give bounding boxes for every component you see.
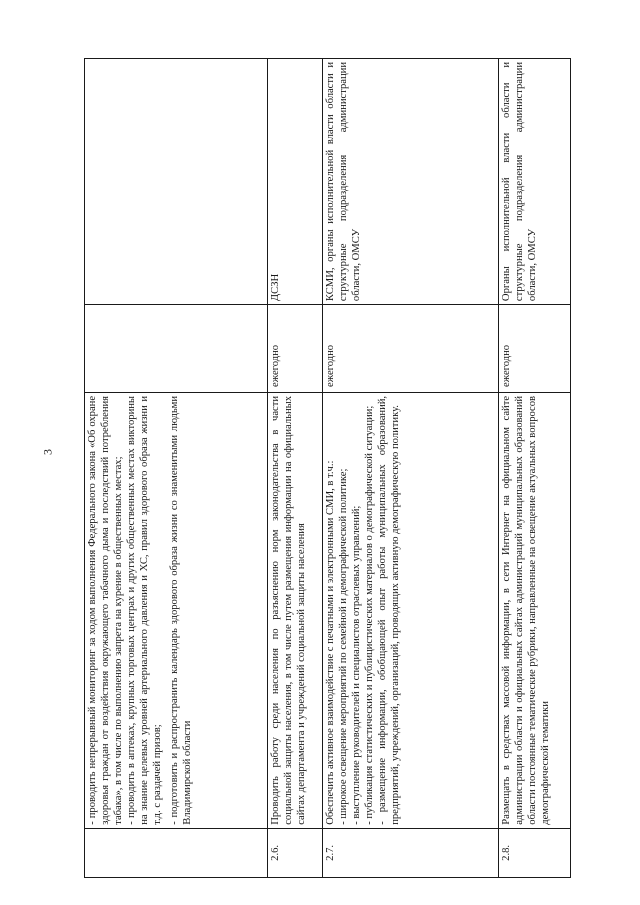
row-number	[85, 828, 268, 877]
measure-line: - публикация статистических и публицистических материалов о демографической ситуации;	[364, 405, 375, 825]
table-row	[323, 59, 499, 878]
deadline-cell	[85, 305, 268, 393]
rotated-page-content	[84, 58, 550, 878]
deadline-cell: ежегодно	[499, 305, 571, 393]
table-row	[268, 59, 323, 878]
measure-line: Проводить работу среди населения по разъяснению норм законодательства в части социальной защиты населения, в том числе путем размещения информации на официальных сайтах департамента и учреждений социальной защиты населения	[270, 395, 307, 825]
responsible-cell: КСМИ, органы исполнительной власти области и структурные подразделения администрации области, ОМСУ	[323, 59, 499, 305]
row-number: 2.8.	[499, 828, 571, 877]
row-number: 2.6.	[268, 828, 323, 877]
measure-line: - широкое освещение мероприятий по семейной и демографической политике;	[338, 468, 349, 825]
measures-table	[84, 58, 571, 878]
measure-line: - выступление руководителей и специалистов отраслевых управлений;	[351, 505, 362, 825]
responsible-cell	[85, 59, 268, 305]
measure-description	[499, 392, 571, 828]
responsible-cell: Органы исполнительной власти области и структурные подразделения администрации области, ОМСУ	[499, 59, 571, 305]
measure-description	[85, 392, 268, 828]
measure-line: Обеспечить активное взаимодействие с печатными и электронными СМИ, в т.ч.:	[325, 460, 336, 825]
responsible-cell: ДСЗН	[268, 59, 323, 305]
table-row	[499, 59, 571, 878]
measure-description	[323, 392, 499, 828]
table-row	[85, 59, 268, 878]
deadline-cell: ежегодно	[268, 305, 323, 393]
deadline-cell: ежегодно	[323, 305, 499, 393]
measure-line: - подготовить и распространить календарь здорового образа жизни со знаменитыми людьми Владимирской области	[169, 395, 193, 825]
measure-line: Размещать в средствах массовой информации, в сети Интернет на официальном сайте администрации области и официальных сайтах администраций муниципальных образований области постоянные тематические рубрики, направленные на освещение актуальных вопросов демографической тематики	[501, 395, 551, 825]
measure-line: - проводить непрерывный мониторинг за ходом выполнения Федерального закона «Об охране здоровья граждан от воздействия окружающего табачного дыма и последствий потребления табака», в том числе по выполнению запрета на курение в общественных местах;	[87, 395, 124, 825]
measure-line: - размещение информации, обобщающей опыт работы муниципальных образований, предприятий, учреждений, организаций, проводящих активную демографическую политику.	[377, 395, 401, 825]
page-number: 3	[40, 449, 55, 455]
row-number: 2.7.	[323, 828, 499, 877]
measure-description	[268, 392, 323, 828]
measure-line: - проводить в аптеках, крупных торговых центрах и других общественных местах викторины на знание целевых уровней артериального давления и ХС, правил здорового образа жизни и т.д. с раздачей призов;	[126, 395, 163, 825]
